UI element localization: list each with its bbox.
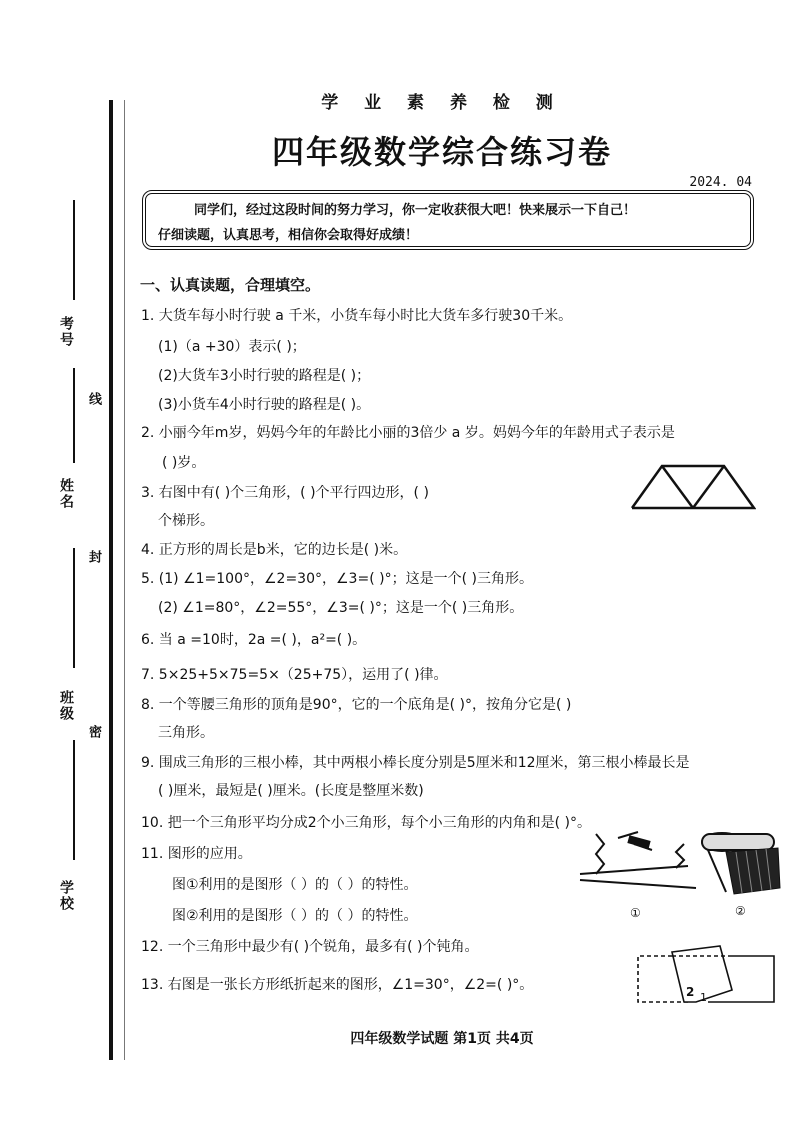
question-10: 10. 把一个三角形平均分成2个小三角形，每个小三角形的内角和是( )°。 <box>141 815 591 831</box>
question-6: 6. 当 a =10时，2a =( )，a²=( )。 <box>141 632 367 648</box>
question-1-2: (2)大货车3小时行驶的路程是( )； <box>158 368 371 384</box>
question-3-cont: 个梯形。 <box>158 513 214 529</box>
exam-no-field[interactable] <box>73 200 75 300</box>
class-field[interactable] <box>73 548 75 668</box>
question-2: 2. 小丽今年m岁，妈妈今年的年龄比小丽的3倍少 a 岁。妈妈今年的年龄用式子表示是 <box>141 425 675 441</box>
question-3: 3. 右图中有( )个三角形，( )个平行四边形，( ) <box>141 485 429 501</box>
fold-angle-1-label: 1 <box>700 991 707 1004</box>
question-11: 11. 图形的应用。 <box>141 846 252 862</box>
question-9-cont: ( )厘米，最短是( )厘米。(长度是整厘米数) <box>158 783 424 799</box>
question-9: 9. 围成三角形的三根小棒，其中两根小棒长度分别是5厘米和12厘米，第三根小棒最长是 <box>141 755 690 771</box>
question-8-cont: 三角形。 <box>158 725 214 741</box>
school-label: 学校 <box>58 880 74 912</box>
exam-title: 四年级数学综合练习卷 <box>271 133 612 171</box>
solar-heater-figure <box>700 830 782 900</box>
binding-line <box>109 100 113 1060</box>
question-5-2: (2) ∠1=80°，∠2=55°，∠3=( )°；这是一个( )三角形。 <box>158 600 524 616</box>
class-label: 班级 <box>58 690 74 722</box>
exam-no-label: 考号 <box>58 316 74 348</box>
question-5-1: 5. (1) ∠1=100°，∠2=30°，∠3=( )°；这是一个( )三角形。 <box>141 571 533 587</box>
question-12: 12. 一个三角形中最少有( )个锐角，最多有( )个钝角。 <box>141 939 479 955</box>
question-11-2: 图②利用的是图形（ ）的（ ）的特性。 <box>172 908 418 924</box>
triangle-figure <box>630 462 756 512</box>
exam-subtitle: 学 业 素 养 检 测 <box>321 93 563 113</box>
question-1-3: (3)小货车4小时行驶的路程是( )。 <box>158 397 371 413</box>
question-1-1: (1)（a +30）表示( )； <box>158 339 306 355</box>
exam-date: 2024. 04 <box>689 175 752 190</box>
school-field[interactable] <box>73 740 75 860</box>
figure-2-label: ② <box>735 904 746 918</box>
seal-mi: 密 <box>86 725 101 738</box>
name-field[interactable] <box>73 368 75 463</box>
scissor-lift-figure <box>578 830 698 892</box>
binding-line-thin <box>124 100 125 1060</box>
question-2-answer: ( )岁。 <box>162 455 206 471</box>
question-8: 8. 一个等腰三角形的顶角是90°，它的一个底角是( )°，按角分它是( ) <box>141 697 572 713</box>
question-7: 7. 5×25+5×75=5×（25+75），运用了( )律。 <box>141 667 448 683</box>
banner-line-2: 仔细读题，认真思考，相信你会取得好成绩！ <box>158 228 419 243</box>
banner-line-1: 同学们，经过这段时间的努力学习，你一定收获很大吧！快来展示一下自己！ <box>194 203 637 218</box>
question-4: 4. 正方形的周长是b米，它的边长是( )米。 <box>141 542 408 558</box>
question-1: 1. 大货车每小时行驶 a 千米，小货车每小时比大货车多行驶30千米。 <box>141 308 573 324</box>
page-footer: 四年级数学试题 第1页 共4页 <box>350 1031 534 1047</box>
encouragement-banner <box>142 190 754 250</box>
fold-angle-2-label: 2 <box>686 985 695 999</box>
section-1-title: 一、认真读题，合理填空。 <box>140 276 321 294</box>
question-13: 13. 右图是一张长方形纸折起来的图形，∠1=30°，∠2=( )°。 <box>141 977 534 993</box>
figure-1-label: ① <box>630 906 641 920</box>
seal-feng: 封 <box>86 550 101 563</box>
seal-xian: 线 <box>86 392 101 405</box>
question-11-1: 图①利用的是图形（ ）的（ ）的特性。 <box>172 877 418 893</box>
name-label: 姓名 <box>58 478 74 510</box>
